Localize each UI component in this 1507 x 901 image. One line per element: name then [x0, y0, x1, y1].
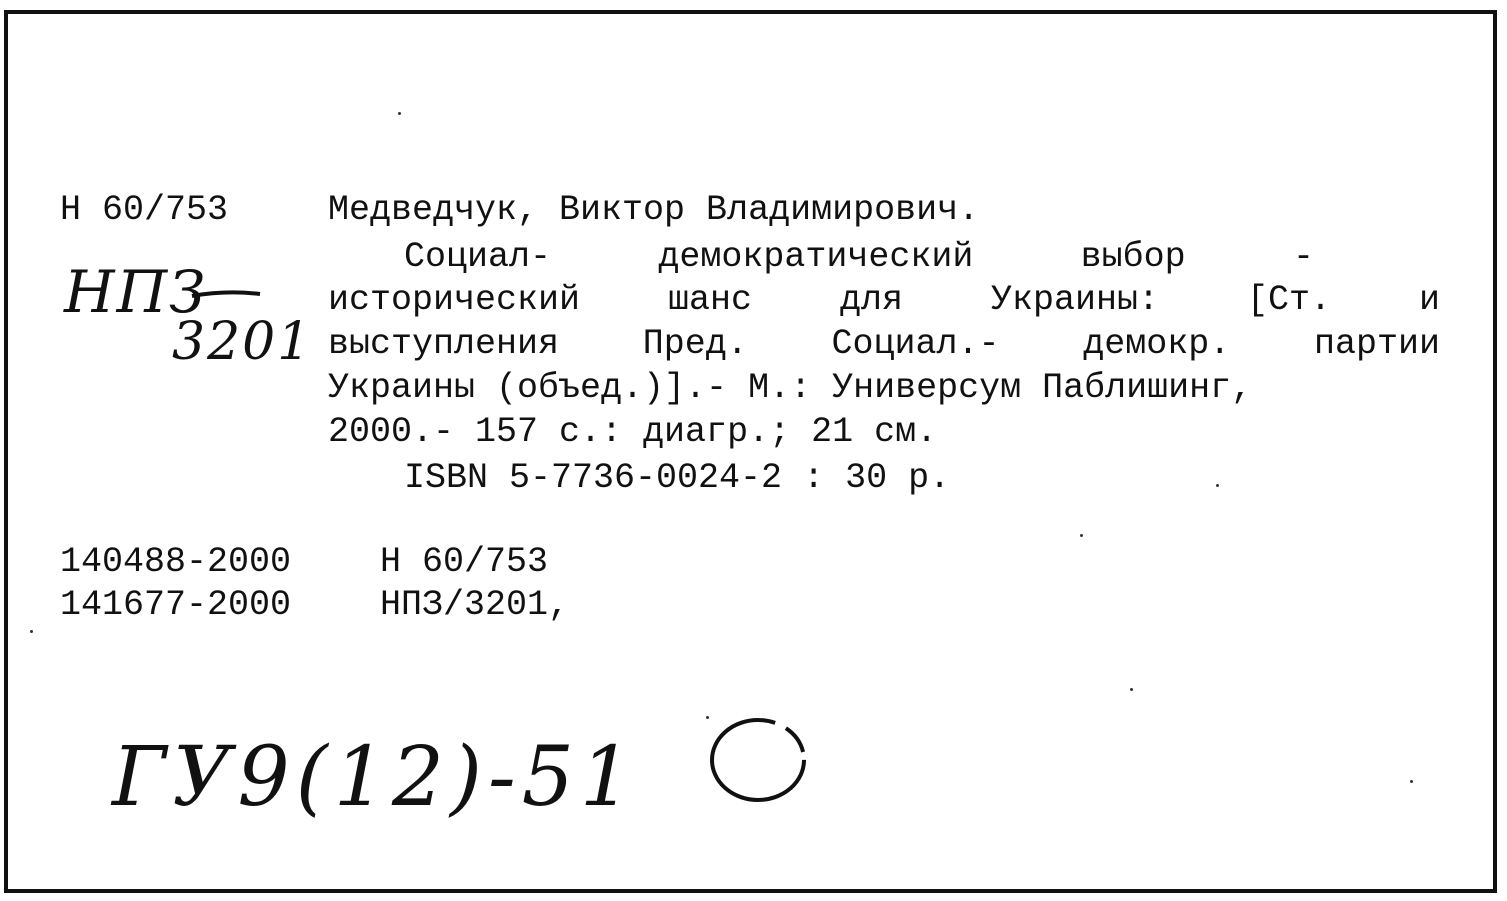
shelf-mark: Н 60/753 — [60, 190, 229, 230]
scan-speck — [1130, 688, 1133, 691]
inventory-location: НПЗ/3201, — [380, 585, 570, 625]
round-stamp-mark — [700, 710, 820, 810]
title-line-2 — [328, 280, 1440, 320]
inventory-number: 140488-2000 — [60, 542, 292, 582]
title-word: для — [840, 280, 904, 320]
title-word: [Ст. — [1246, 280, 1331, 320]
title-word: демокр. — [1083, 324, 1231, 364]
title-line-5: 2000.- 157 с.: диагр.; 21 см. — [328, 412, 938, 452]
inventory-number: 141677-2000 — [60, 585, 292, 625]
title-word: партии — [1313, 324, 1440, 364]
title-word: и — [1418, 280, 1440, 320]
scan-speck — [706, 716, 709, 719]
handwritten-classification: ГУ9(12)-51 — [112, 730, 639, 825]
title-line-3 — [328, 324, 1440, 364]
title-word: выбор — [1080, 237, 1186, 277]
scan-speck — [1216, 484, 1219, 487]
title-word: Пред. — [642, 324, 748, 364]
handwritten-underline — [190, 288, 262, 300]
scan-speck — [1080, 534, 1083, 537]
title-word: демократический — [658, 237, 974, 277]
title-word: исторический — [328, 280, 581, 320]
author-heading: Медведчук, Виктор Владимирович. — [328, 190, 980, 230]
scan-speck — [398, 112, 401, 115]
handwritten-shelf-code-top: НПЗ — [64, 258, 208, 326]
title-word: Социал.- — [831, 324, 1000, 364]
title-line-4: Украины (объед.)].- М.: Универсум Паблишинг, — [328, 368, 1253, 408]
title-word: - — [1292, 237, 1314, 277]
title-word: Украины: — [990, 280, 1160, 320]
handwritten-shelf-code-bottom: 3201 — [172, 312, 313, 372]
isbn-line: ISBN 5-7736-0024-2 : 30 р. — [404, 458, 951, 498]
title-word: Социал- — [404, 237, 552, 277]
scan-speck — [1410, 780, 1413, 783]
scan-speck — [30, 630, 33, 633]
title-line-1 — [404, 237, 1314, 277]
inventory-location: Н 60/753 — [380, 542, 549, 582]
title-word: выступления — [328, 324, 560, 364]
title-word: шанс — [668, 280, 753, 320]
